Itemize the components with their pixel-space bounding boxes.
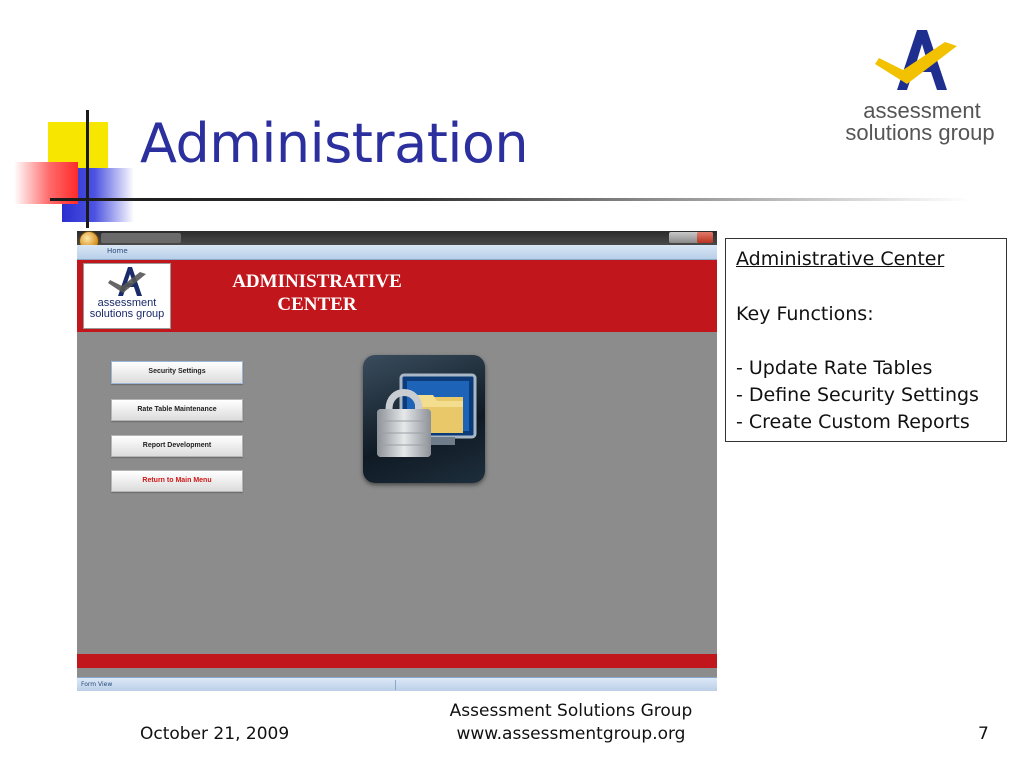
callout-item: - Create Custom Reports	[736, 411, 970, 433]
ribbon	[77, 245, 717, 260]
security-folder-icon	[363, 355, 485, 483]
callout-title: Administrative Center	[736, 248, 945, 270]
callout-subtitle: Key Functions:	[736, 303, 874, 325]
admin-title-line1: ADMINISTRATIVE	[232, 271, 402, 292]
footer-url: www.assessmentgroup.org	[456, 724, 686, 744]
company-logo	[835, 28, 1005, 146]
inner-logo-line1: assessment	[97, 297, 157, 309]
close-icon[interactable]	[697, 232, 713, 243]
logo-text-line1: assessment	[863, 98, 981, 123]
title-underline	[50, 198, 970, 201]
decor-vertical-line	[86, 110, 89, 228]
admin-title-line2: CENTER	[277, 294, 357, 315]
logo-text-line2: solutions group	[845, 120, 995, 145]
status-bar	[77, 677, 717, 691]
app-window-screenshot	[77, 231, 717, 691]
admin-footer-band	[77, 654, 717, 668]
admin-center-title	[227, 270, 407, 316]
inner-logo-mark-icon	[108, 266, 148, 298]
info-callout	[725, 238, 1007, 442]
rate-table-maintenance-button[interactable]: Rate Table Maintenance	[111, 399, 243, 421]
inner-logo	[83, 263, 171, 329]
security-settings-button[interactable]: Security Settings	[111, 361, 243, 384]
status-divider	[395, 680, 396, 690]
footer-date: October 21, 2009	[140, 724, 290, 744]
callout-item: - Define Security Settings	[736, 384, 979, 406]
footer-org: Assessment Solutions Group	[449, 701, 693, 721]
callout-item: - Update Rate Tables	[736, 357, 933, 379]
report-development-button[interactable]: Report Development	[111, 435, 243, 457]
form-view-label: Form View	[81, 681, 113, 688]
tab-home[interactable]: Home	[107, 247, 128, 255]
footer-org-block	[430, 700, 712, 746]
page-number: 7	[978, 724, 989, 744]
admin-header	[77, 260, 717, 332]
quick-access-toolbar[interactable]	[101, 233, 181, 243]
return-to-main-menu-button[interactable]: Return to Main Menu	[111, 470, 243, 492]
slide-title: Administration	[140, 112, 529, 175]
inner-logo-line2: solutions group	[89, 308, 165, 320]
window-titlebar	[77, 231, 717, 245]
logo-mark-icon	[873, 28, 963, 94]
